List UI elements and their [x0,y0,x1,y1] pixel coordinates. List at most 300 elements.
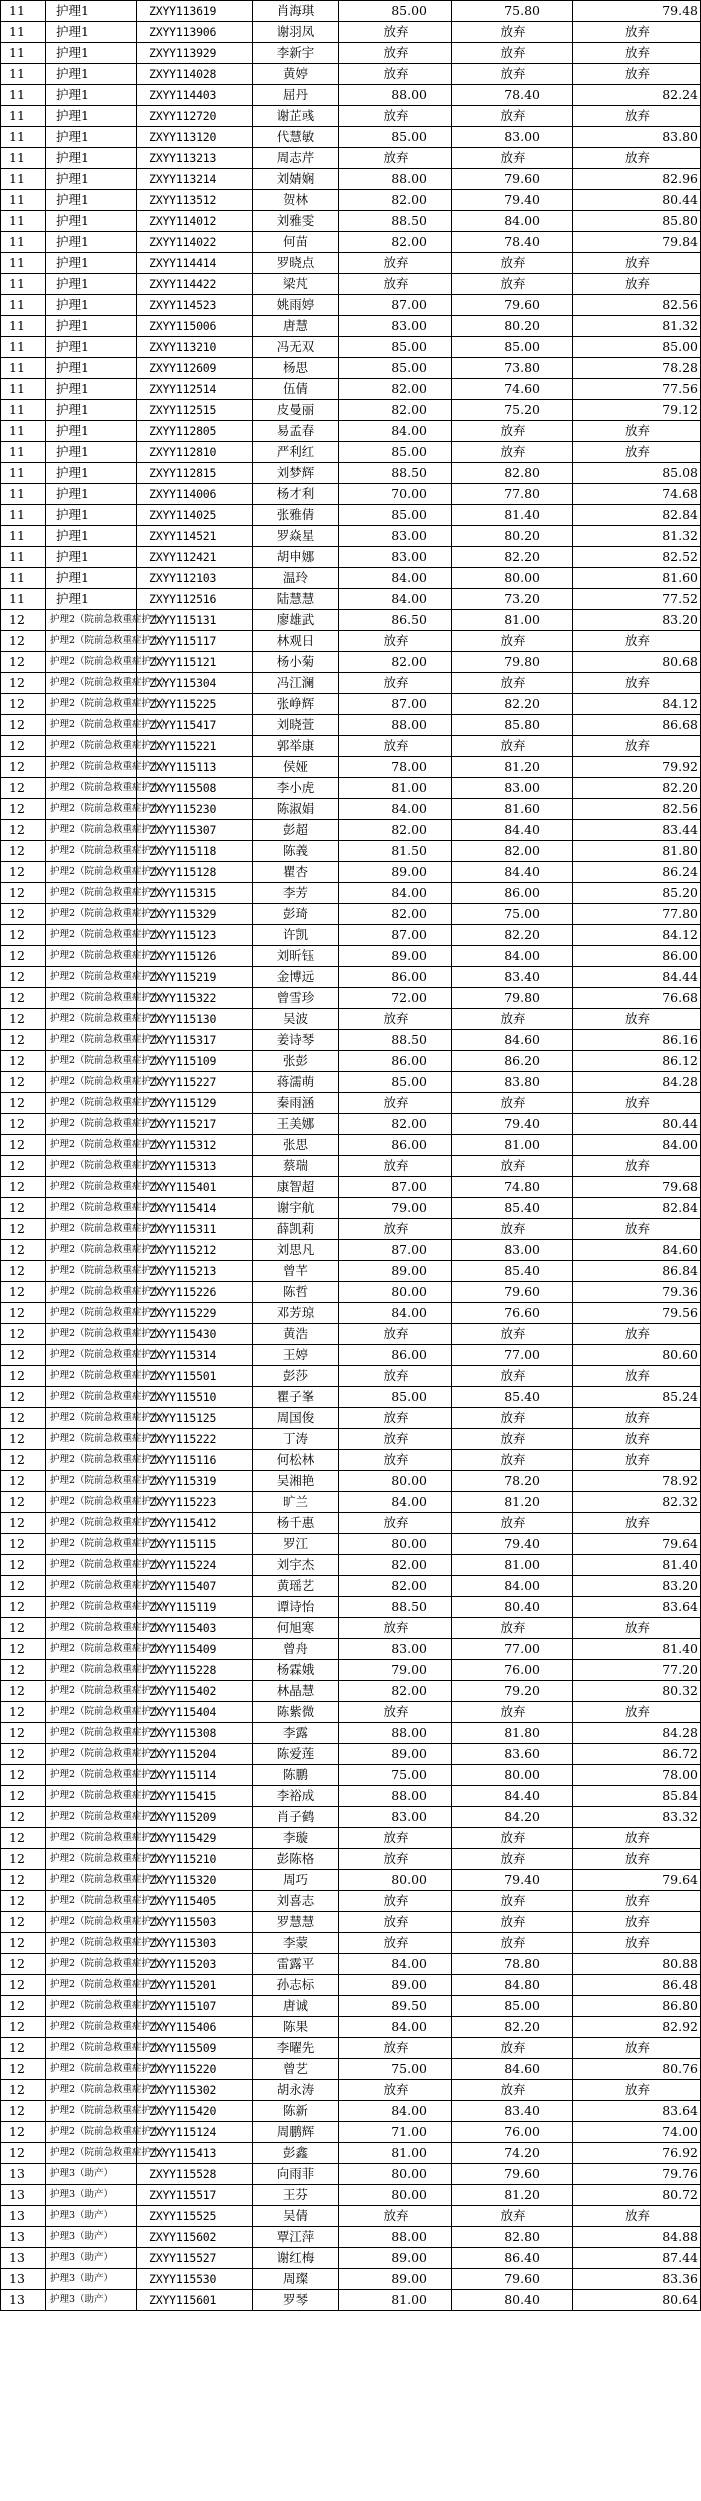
interview-score-cell: 放弃 [452,1933,573,1954]
written-score-cell: 放弃 [339,631,452,652]
written-score-cell: 80.00 [339,1471,452,1492]
written-score-cell: 86.00 [339,1135,452,1156]
exam-id-cell: ZXYY115114 [137,1765,253,1786]
total-score-cell: 放弃 [573,673,701,694]
table-row [1,2101,701,2122]
name-cell: 薛凯莉 [253,1219,339,1240]
name-cell: 彭鑫 [253,2143,339,2164]
written-score-cell: 85.00 [339,442,452,463]
interview-score-cell: 81.20 [452,1492,573,1513]
group-cell: 12 [1,1891,46,1912]
position-cell: 护理2（院前急救重症护士） [46,2101,137,2122]
group-cell: 12 [1,1429,46,1450]
interview-score-cell: 放弃 [452,1366,573,1387]
table-row [1,1324,701,1345]
name-cell: 刘晓萱 [253,715,339,736]
group-cell: 11 [1,190,46,211]
table-row [1,1114,701,1135]
exam-id-cell: ZXYY115228 [137,1660,253,1681]
interview-score-cell: 82.20 [452,2017,573,2038]
name-cell: 瞿子峯 [253,1387,339,1408]
interview-score-cell: 74.80 [452,1177,573,1198]
position-cell: 护理1 [46,568,137,589]
group-cell: 11 [1,1,46,22]
table-row [1,1408,701,1429]
name-cell: 张思 [253,1135,339,1156]
name-cell: 唐慧 [253,316,339,337]
interview-score-cell: 82.80 [452,2227,573,2248]
position-cell: 护理3（助产） [46,2164,137,2185]
exam-id-cell: ZXYY115209 [137,1807,253,1828]
exam-id-cell: ZXYY115311 [137,1219,253,1240]
total-score-cell: 77.20 [573,1660,701,1681]
interview-score-cell: 82.20 [452,694,573,715]
group-cell: 12 [1,1240,46,1261]
total-score-cell: 放弃 [573,421,701,442]
name-cell: 冯无双 [253,337,339,358]
total-score-cell: 86.72 [573,1744,701,1765]
written-score-cell: 82.00 [339,379,452,400]
table-row [1,1828,701,1849]
written-score-cell: 75.00 [339,2059,452,2080]
position-cell: 护理1 [46,463,137,484]
total-score-cell: 84.12 [573,694,701,715]
exam-id-cell: ZXYY113929 [137,43,253,64]
exam-id-cell: ZXYY114414 [137,253,253,274]
interview-score-cell: 79.40 [452,1114,573,1135]
total-score-cell: 放弃 [573,2080,701,2101]
exam-id-cell: ZXYY112805 [137,421,253,442]
position-cell: 护理2（院前急救重症护士） [46,1387,137,1408]
name-cell: 许凯 [253,925,339,946]
total-score-cell: 84.60 [573,1240,701,1261]
group-cell: 12 [1,1303,46,1324]
interview-score-cell: 82.00 [452,841,573,862]
group-cell: 11 [1,169,46,190]
table-row [1,904,701,925]
position-cell: 护理1 [46,358,137,379]
total-score-cell: 79.76 [573,2164,701,2185]
written-score-cell: 放弃 [339,1912,452,1933]
interview-score-cell: 76.00 [452,2122,573,2143]
written-score-cell: 84.00 [339,2101,452,2122]
position-cell: 护理2（院前急救重症护士） [46,1597,137,1618]
position-cell: 护理1 [46,43,137,64]
group-cell: 12 [1,1114,46,1135]
table-row [1,127,701,148]
table-row [1,526,701,547]
position-cell: 护理2（院前急救重症护士） [46,1219,137,1240]
table-row [1,1051,701,1072]
interview-score-cell: 放弃 [452,22,573,43]
table-row [1,715,701,736]
table-row [1,652,701,673]
group-cell: 12 [1,988,46,1009]
table-row [1,1660,701,1681]
written-score-cell: 放弃 [339,1828,452,1849]
interview-score-cell: 83.40 [452,2101,573,2122]
written-score-cell: 82.00 [339,904,452,925]
name-cell: 张彭 [253,1051,339,1072]
group-cell: 11 [1,232,46,253]
group-cell: 11 [1,442,46,463]
position-cell: 护理2（院前急救重症护士） [46,1912,137,1933]
written-score-cell: 88.50 [339,1030,452,1051]
group-cell: 11 [1,106,46,127]
group-cell: 12 [1,1912,46,1933]
table-row [1,736,701,757]
group-cell: 12 [1,2017,46,2038]
written-score-cell: 87.00 [339,694,452,715]
written-score-cell: 79.00 [339,1198,452,1219]
total-score-cell: 86.48 [573,1975,701,1996]
position-cell: 护理1 [46,148,137,169]
group-cell: 12 [1,1324,46,1345]
written-score-cell: 放弃 [339,1702,452,1723]
total-score-cell: 放弃 [573,43,701,64]
table-row [1,1366,701,1387]
position-cell: 护理2（院前急救重症护士） [46,736,137,757]
total-score-cell: 80.88 [573,1954,701,1975]
name-cell: 向雨菲 [253,2164,339,2185]
written-score-cell: 84.00 [339,1303,452,1324]
position-cell: 护理3（助产） [46,2227,137,2248]
exam-id-cell: ZXYY112815 [137,463,253,484]
group-cell: 11 [1,148,46,169]
written-score-cell: 85.00 [339,1,452,22]
interview-score-cell: 放弃 [452,1891,573,1912]
group-cell: 11 [1,505,46,526]
total-score-cell: 86.12 [573,1051,701,1072]
table-row [1,1387,701,1408]
exam-id-cell: ZXYY115417 [137,715,253,736]
table-row [1,2248,701,2269]
group-cell: 12 [1,1471,46,1492]
position-cell: 护理2（院前急救重症护士） [46,1093,137,1114]
total-score-cell: 81.32 [573,526,701,547]
table-row [1,337,701,358]
interview-score-cell: 81.00 [452,1555,573,1576]
exam-id-cell: ZXYY115420 [137,2101,253,2122]
interview-score-cell: 78.40 [452,232,573,253]
name-cell: 黄婷 [253,64,339,85]
name-cell: 瞿杏 [253,862,339,883]
exam-id-cell: ZXYY115409 [137,1639,253,1660]
group-cell: 12 [1,946,46,967]
exam-id-cell: ZXYY115313 [137,1156,253,1177]
name-cell: 肖海琪 [253,1,339,22]
name-cell: 林晶慧 [253,1681,339,1702]
total-score-cell: 放弃 [573,631,701,652]
table-row [1,1744,701,1765]
exam-id-cell: ZXYY115123 [137,925,253,946]
exam-id-cell: ZXYY114422 [137,274,253,295]
total-score-cell: 83.44 [573,820,701,841]
total-score-cell: 82.84 [573,505,701,526]
position-cell: 护理2（院前急救重症护士） [46,778,137,799]
exam-id-cell: ZXYY115116 [137,1450,253,1471]
interview-score-cell: 86.20 [452,1051,573,1072]
total-score-cell: 74.00 [573,2122,701,2143]
name-cell: 梁芃 [253,274,339,295]
exam-id-cell: ZXYY114028 [137,64,253,85]
total-score-cell: 80.44 [573,190,701,211]
table-row [1,2122,701,2143]
written-score-cell: 85.00 [339,505,452,526]
group-cell: 12 [1,1366,46,1387]
exam-id-cell: ZXYY115602 [137,2227,253,2248]
written-score-cell: 88.50 [339,211,452,232]
group-cell: 12 [1,904,46,925]
interview-score-cell: 83.40 [452,967,573,988]
group-cell: 12 [1,2038,46,2059]
written-score-cell: 放弃 [339,1849,452,1870]
position-cell: 护理2（院前急救重症护士） [46,1261,137,1282]
total-score-cell: 79.64 [573,1870,701,1891]
written-score-cell: 80.00 [339,1282,452,1303]
group-cell: 12 [1,1723,46,1744]
total-score-cell: 87.44 [573,2248,701,2269]
name-cell: 谭诗怡 [253,1597,339,1618]
total-score-cell: 放弃 [573,1618,701,1639]
exam-id-cell: ZXYY115314 [137,1345,253,1366]
table-row [1,1156,701,1177]
group-cell: 12 [1,1849,46,1870]
total-score-cell: 放弃 [573,148,701,169]
interview-score-cell: 81.80 [452,1723,573,1744]
exam-id-cell: ZXYY113210 [137,337,253,358]
group-cell: 11 [1,358,46,379]
position-cell: 护理1 [46,1,137,22]
group-cell: 12 [1,1786,46,1807]
position-cell: 护理1 [46,274,137,295]
position-cell: 护理1 [46,442,137,463]
interview-score-cell: 84.60 [452,2059,573,2080]
written-score-cell: 84.00 [339,2017,452,2038]
name-cell: 吴倩 [253,2206,339,2227]
interview-score-cell: 86.00 [452,883,573,904]
group-cell: 12 [1,2059,46,2080]
written-score-cell: 88.00 [339,715,452,736]
total-score-cell: 77.56 [573,379,701,400]
position-cell: 护理2（院前急救重症护士） [46,2080,137,2101]
interview-score-cell: 84.80 [452,1975,573,1996]
position-cell: 护理2（院前急救重症护士） [46,715,137,736]
position-cell: 护理2（院前急救重症护士） [46,1429,137,1450]
written-score-cell: 88.00 [339,169,452,190]
written-score-cell: 88.00 [339,85,452,106]
interview-score-cell: 77.80 [452,484,573,505]
table-row [1,841,701,862]
position-cell: 护理2（院前急救重症护士） [46,1177,137,1198]
position-cell: 护理2（院前急救重症护士） [46,652,137,673]
written-score-cell: 放弃 [339,1429,452,1450]
written-score-cell: 放弃 [339,274,452,295]
written-score-cell: 87.00 [339,295,452,316]
table-row [1,2185,701,2206]
total-score-cell: 80.76 [573,2059,701,2080]
name-cell: 曾舟 [253,1639,339,1660]
name-cell: 李新宇 [253,43,339,64]
position-cell: 护理2（院前急救重症护士） [46,1723,137,1744]
position-cell: 护理2（院前急救重症护士） [46,1828,137,1849]
written-score-cell: 82.00 [339,652,452,673]
name-cell: 蒋濡萌 [253,1072,339,1093]
name-cell: 李裕成 [253,1786,339,1807]
exam-id-cell: ZXYY115229 [137,1303,253,1324]
position-cell: 护理2（院前急救重症护士） [46,1639,137,1660]
table-row [1,631,701,652]
interview-score-cell: 放弃 [452,1702,573,1723]
interview-score-cell: 83.00 [452,127,573,148]
exam-id-cell: ZXYY115317 [137,1030,253,1051]
exam-id-cell: ZXYY115119 [137,1597,253,1618]
total-score-cell: 84.88 [573,2227,701,2248]
position-cell: 护理1 [46,400,137,421]
total-score-cell: 86.80 [573,1996,701,2017]
group-cell: 11 [1,274,46,295]
position-cell: 护理3（助产） [46,2248,137,2269]
exam-id-cell: ZXYY115221 [137,736,253,757]
interview-score-cell: 85.40 [452,1261,573,1282]
written-score-cell: 放弃 [339,2206,452,2227]
written-score-cell: 83.00 [339,526,452,547]
exam-id-cell: ZXYY115312 [137,1135,253,1156]
exam-id-cell: ZXYY112720 [137,106,253,127]
position-cell: 护理2（院前急救重症护士） [46,1009,137,1030]
interview-score-cell: 放弃 [452,442,573,463]
group-cell: 12 [1,1408,46,1429]
table-row [1,1282,701,1303]
group-cell: 13 [1,2248,46,2269]
exam-id-cell: ZXYY115528 [137,2164,253,2185]
group-cell: 12 [1,820,46,841]
name-cell: 郭举康 [253,736,339,757]
interview-score-cell: 78.20 [452,1471,573,1492]
position-cell: 护理1 [46,547,137,568]
group-cell: 12 [1,799,46,820]
exam-id-cell: ZXYY115329 [137,904,253,925]
table-row [1,1450,701,1471]
written-score-cell: 87.00 [339,1177,452,1198]
interview-score-cell: 81.40 [452,505,573,526]
exam-id-cell: ZXYY112516 [137,589,253,610]
interview-score-cell: 79.40 [452,1870,573,1891]
exam-id-cell: ZXYY115322 [137,988,253,1009]
interview-score-cell: 84.40 [452,820,573,841]
exam-id-cell: ZXYY115508 [137,778,253,799]
total-score-cell: 86.84 [573,1261,701,1282]
table-row [1,484,701,505]
name-cell: 彭琦 [253,904,339,925]
total-score-cell: 85.08 [573,463,701,484]
group-cell: 12 [1,2122,46,2143]
table-row [1,64,701,85]
interview-score-cell: 79.60 [452,2164,573,2185]
total-score-cell: 82.92 [573,2017,701,2038]
total-score-cell: 放弃 [573,106,701,127]
interview-score-cell: 放弃 [452,736,573,757]
name-cell: 吴波 [253,1009,339,1030]
table-row [1,2227,701,2248]
position-cell: 护理1 [46,295,137,316]
exam-id-cell: ZXYY115303 [137,1933,253,1954]
name-cell: 旷兰 [253,1492,339,1513]
group-cell: 12 [1,1198,46,1219]
table-row [1,988,701,1009]
name-cell: 陈果 [253,2017,339,2038]
position-cell: 护理2（院前急救重症护士） [46,694,137,715]
written-score-cell: 89.00 [339,2248,452,2269]
name-cell: 吴湘艳 [253,1471,339,1492]
table-row [1,1261,701,1282]
interview-score-cell: 放弃 [452,1513,573,1534]
name-cell: 侯娅 [253,757,339,778]
name-cell: 何松林 [253,1450,339,1471]
interview-score-cell: 放弃 [452,1849,573,1870]
table-row [1,1072,701,1093]
total-score-cell: 放弃 [573,1849,701,1870]
name-cell: 彭陈格 [253,1849,339,1870]
position-cell: 护理2（院前急救重症护士） [46,988,137,1009]
written-score-cell: 83.00 [339,547,452,568]
written-score-cell: 84.00 [339,799,452,820]
name-cell: 覃江萍 [253,2227,339,2248]
position-cell: 护理1 [46,22,137,43]
total-score-cell: 放弃 [573,2038,701,2059]
written-score-cell: 85.00 [339,358,452,379]
name-cell: 李曜先 [253,2038,339,2059]
table-row [1,295,701,316]
total-score-cell: 79.92 [573,757,701,778]
name-cell: 严利红 [253,442,339,463]
name-cell: 屈丹 [253,85,339,106]
written-score-cell: 82.00 [339,190,452,211]
group-cell: 12 [1,1051,46,1072]
total-score-cell: 79.48 [573,1,701,22]
exam-id-cell: ZXYY115413 [137,2143,253,2164]
position-cell: 护理1 [46,64,137,85]
position-cell: 护理2（院前急救重症护士） [46,1156,137,1177]
table-row [1,1030,701,1051]
written-score-cell: 放弃 [339,253,452,274]
total-score-cell: 放弃 [573,1702,701,1723]
written-score-cell: 80.00 [339,1870,452,1891]
position-cell: 护理2（院前急救重症护士） [46,1555,137,1576]
total-score-cell: 85.00 [573,337,701,358]
exam-id-cell: ZXYY115113 [137,757,253,778]
table-row [1,2059,701,2080]
interview-score-cell: 放弃 [452,421,573,442]
exam-id-cell: ZXYY115129 [137,1093,253,1114]
exam-id-cell: ZXYY115429 [137,1828,253,1849]
written-score-cell: 81.50 [339,841,452,862]
group-cell: 11 [1,22,46,43]
position-cell: 护理2（院前急救重症护士） [46,1492,137,1513]
total-score-cell: 86.68 [573,715,701,736]
position-cell: 护理2（院前急救重症护士） [46,1975,137,1996]
interview-score-cell: 77.00 [452,1345,573,1366]
group-cell: 13 [1,2164,46,2185]
group-cell: 12 [1,925,46,946]
interview-score-cell: 78.40 [452,85,573,106]
table-row [1,1198,701,1219]
interview-score-cell: 79.20 [452,1681,573,1702]
written-score-cell: 81.00 [339,2290,452,2311]
position-cell: 护理2（院前急救重症护士） [46,1051,137,1072]
name-cell: 罗焱星 [253,526,339,547]
total-score-cell: 83.64 [573,2101,701,2122]
